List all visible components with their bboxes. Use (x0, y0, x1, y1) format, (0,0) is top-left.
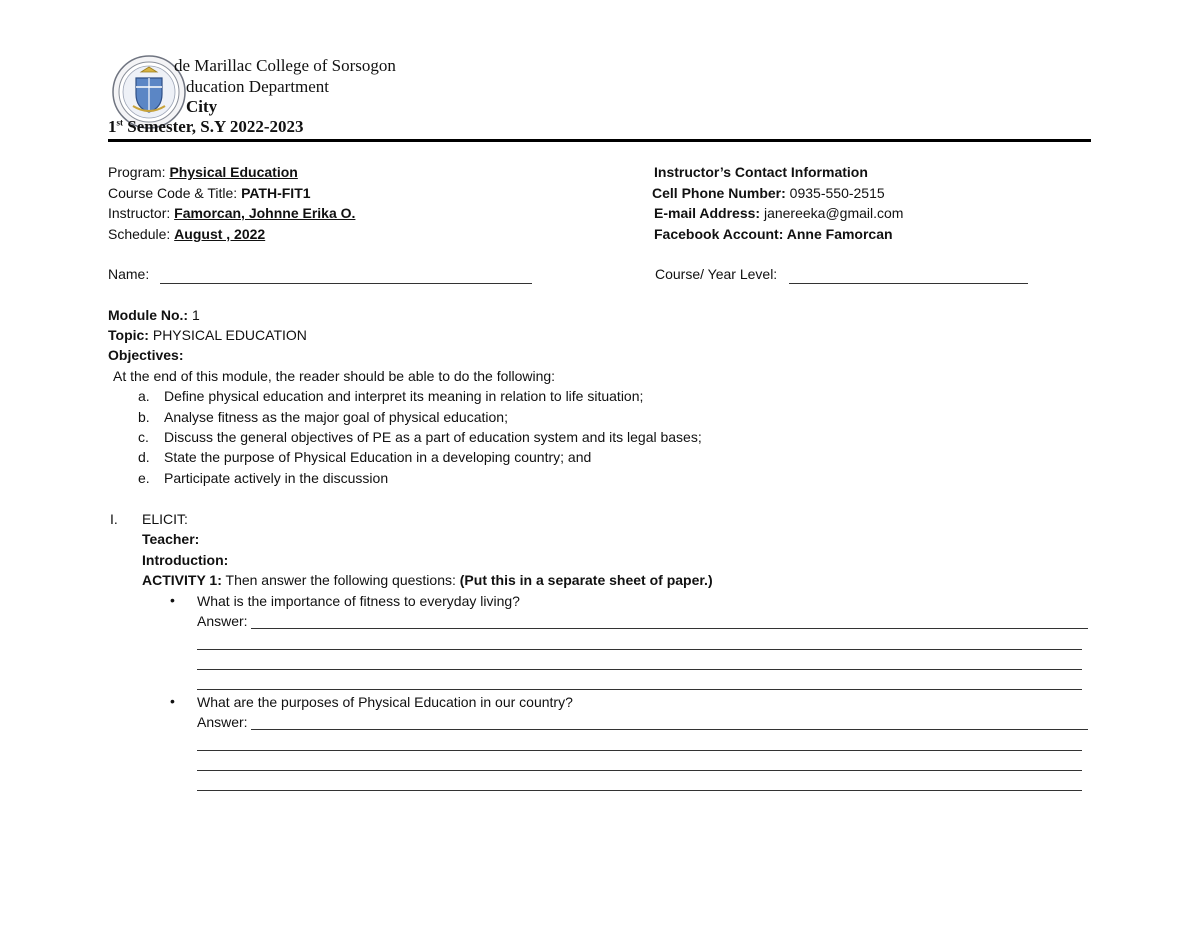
answer-label: Answer: (197, 714, 248, 730)
semester-line: 1st Semester, S.Y 2022-2023 (108, 117, 304, 136)
course-year-label: Course/ Year Level: (655, 266, 778, 282)
department-name: ducation Department (186, 77, 330, 96)
objectives-intro: At the end of this module, the reader should be able to do the following: (113, 368, 556, 384)
objectives-label: Objectives: (108, 347, 184, 363)
section-numeral: I. (110, 511, 118, 527)
objective-letter: d. (138, 449, 150, 465)
introduction-label: Introduction: (142, 552, 229, 568)
question-text: What is the importance of fitness to everyday living? (197, 593, 520, 609)
answer-line[interactable] (197, 669, 1082, 670)
topic-row: Topic: PHYSICAL EDUCATION (108, 327, 307, 343)
answer-line[interactable] (251, 729, 1088, 730)
instructor-row: Instructor: Famorcan, Johnne Erika O. (108, 205, 356, 221)
objective-letter: e. (138, 470, 150, 486)
teacher-label: Teacher: (142, 531, 200, 547)
answer-line[interactable] (197, 770, 1082, 771)
bullet-icon: • (170, 592, 175, 608)
name-label: Name: (108, 266, 150, 282)
objective-item: Discuss the general objectives of PE as a part of education system and its legal bases; (164, 429, 702, 445)
answer-line[interactable] (197, 790, 1082, 791)
program-row: Program: Physical Education (108, 164, 298, 180)
bullet-icon: • (170, 693, 175, 709)
course-row: Course Code & Title: PATH-FIT1 (108, 185, 311, 201)
contact-title: Instructor’s Contact Information (654, 164, 868, 180)
answer-line[interactable] (251, 628, 1088, 629)
answer-line[interactable] (197, 649, 1082, 650)
answer-line[interactable] (197, 689, 1082, 690)
college-name: de Marillac College of Sorsogon (174, 56, 396, 75)
cell-row: Cell Phone Number: 0935-550-2515 (652, 185, 885, 201)
objective-item: Analyse fitness as the major goal of physical education; (164, 409, 508, 425)
activity-instruction: ACTIVITY 1: Then answer the following questions: (Put this in a separate sheet of paper.) (142, 572, 713, 588)
answer-label: Answer: (197, 613, 248, 629)
objective-letter: c. (138, 429, 149, 445)
objective-letter: b. (138, 409, 150, 425)
objective-item: State the purpose of Physical Education in a developing country; and (164, 449, 592, 465)
objective-letter: a. (138, 388, 150, 404)
elicit-title: ELICIT: (142, 511, 188, 527)
header-divider (108, 139, 1091, 142)
objective-item: Participate actively in the discussion (164, 470, 389, 486)
email-row: E-mail Address: janereeka@gmail.com (654, 205, 904, 221)
objective-item: Define physical education and interpret its meaning in relation to life situation; (164, 388, 644, 404)
city-name: City (186, 97, 218, 116)
module-row: Module No.: 1 (108, 307, 200, 323)
facebook-row: Facebook Account: Anne Famorcan (654, 226, 893, 242)
answer-line[interactable] (197, 750, 1082, 751)
schedule-row: Schedule: August , 2022 (108, 226, 266, 242)
question-text: What are the purposes of Physical Education in our country? (197, 694, 573, 710)
course-year-field[interactable] (789, 283, 1028, 284)
name-field[interactable] (160, 283, 532, 284)
